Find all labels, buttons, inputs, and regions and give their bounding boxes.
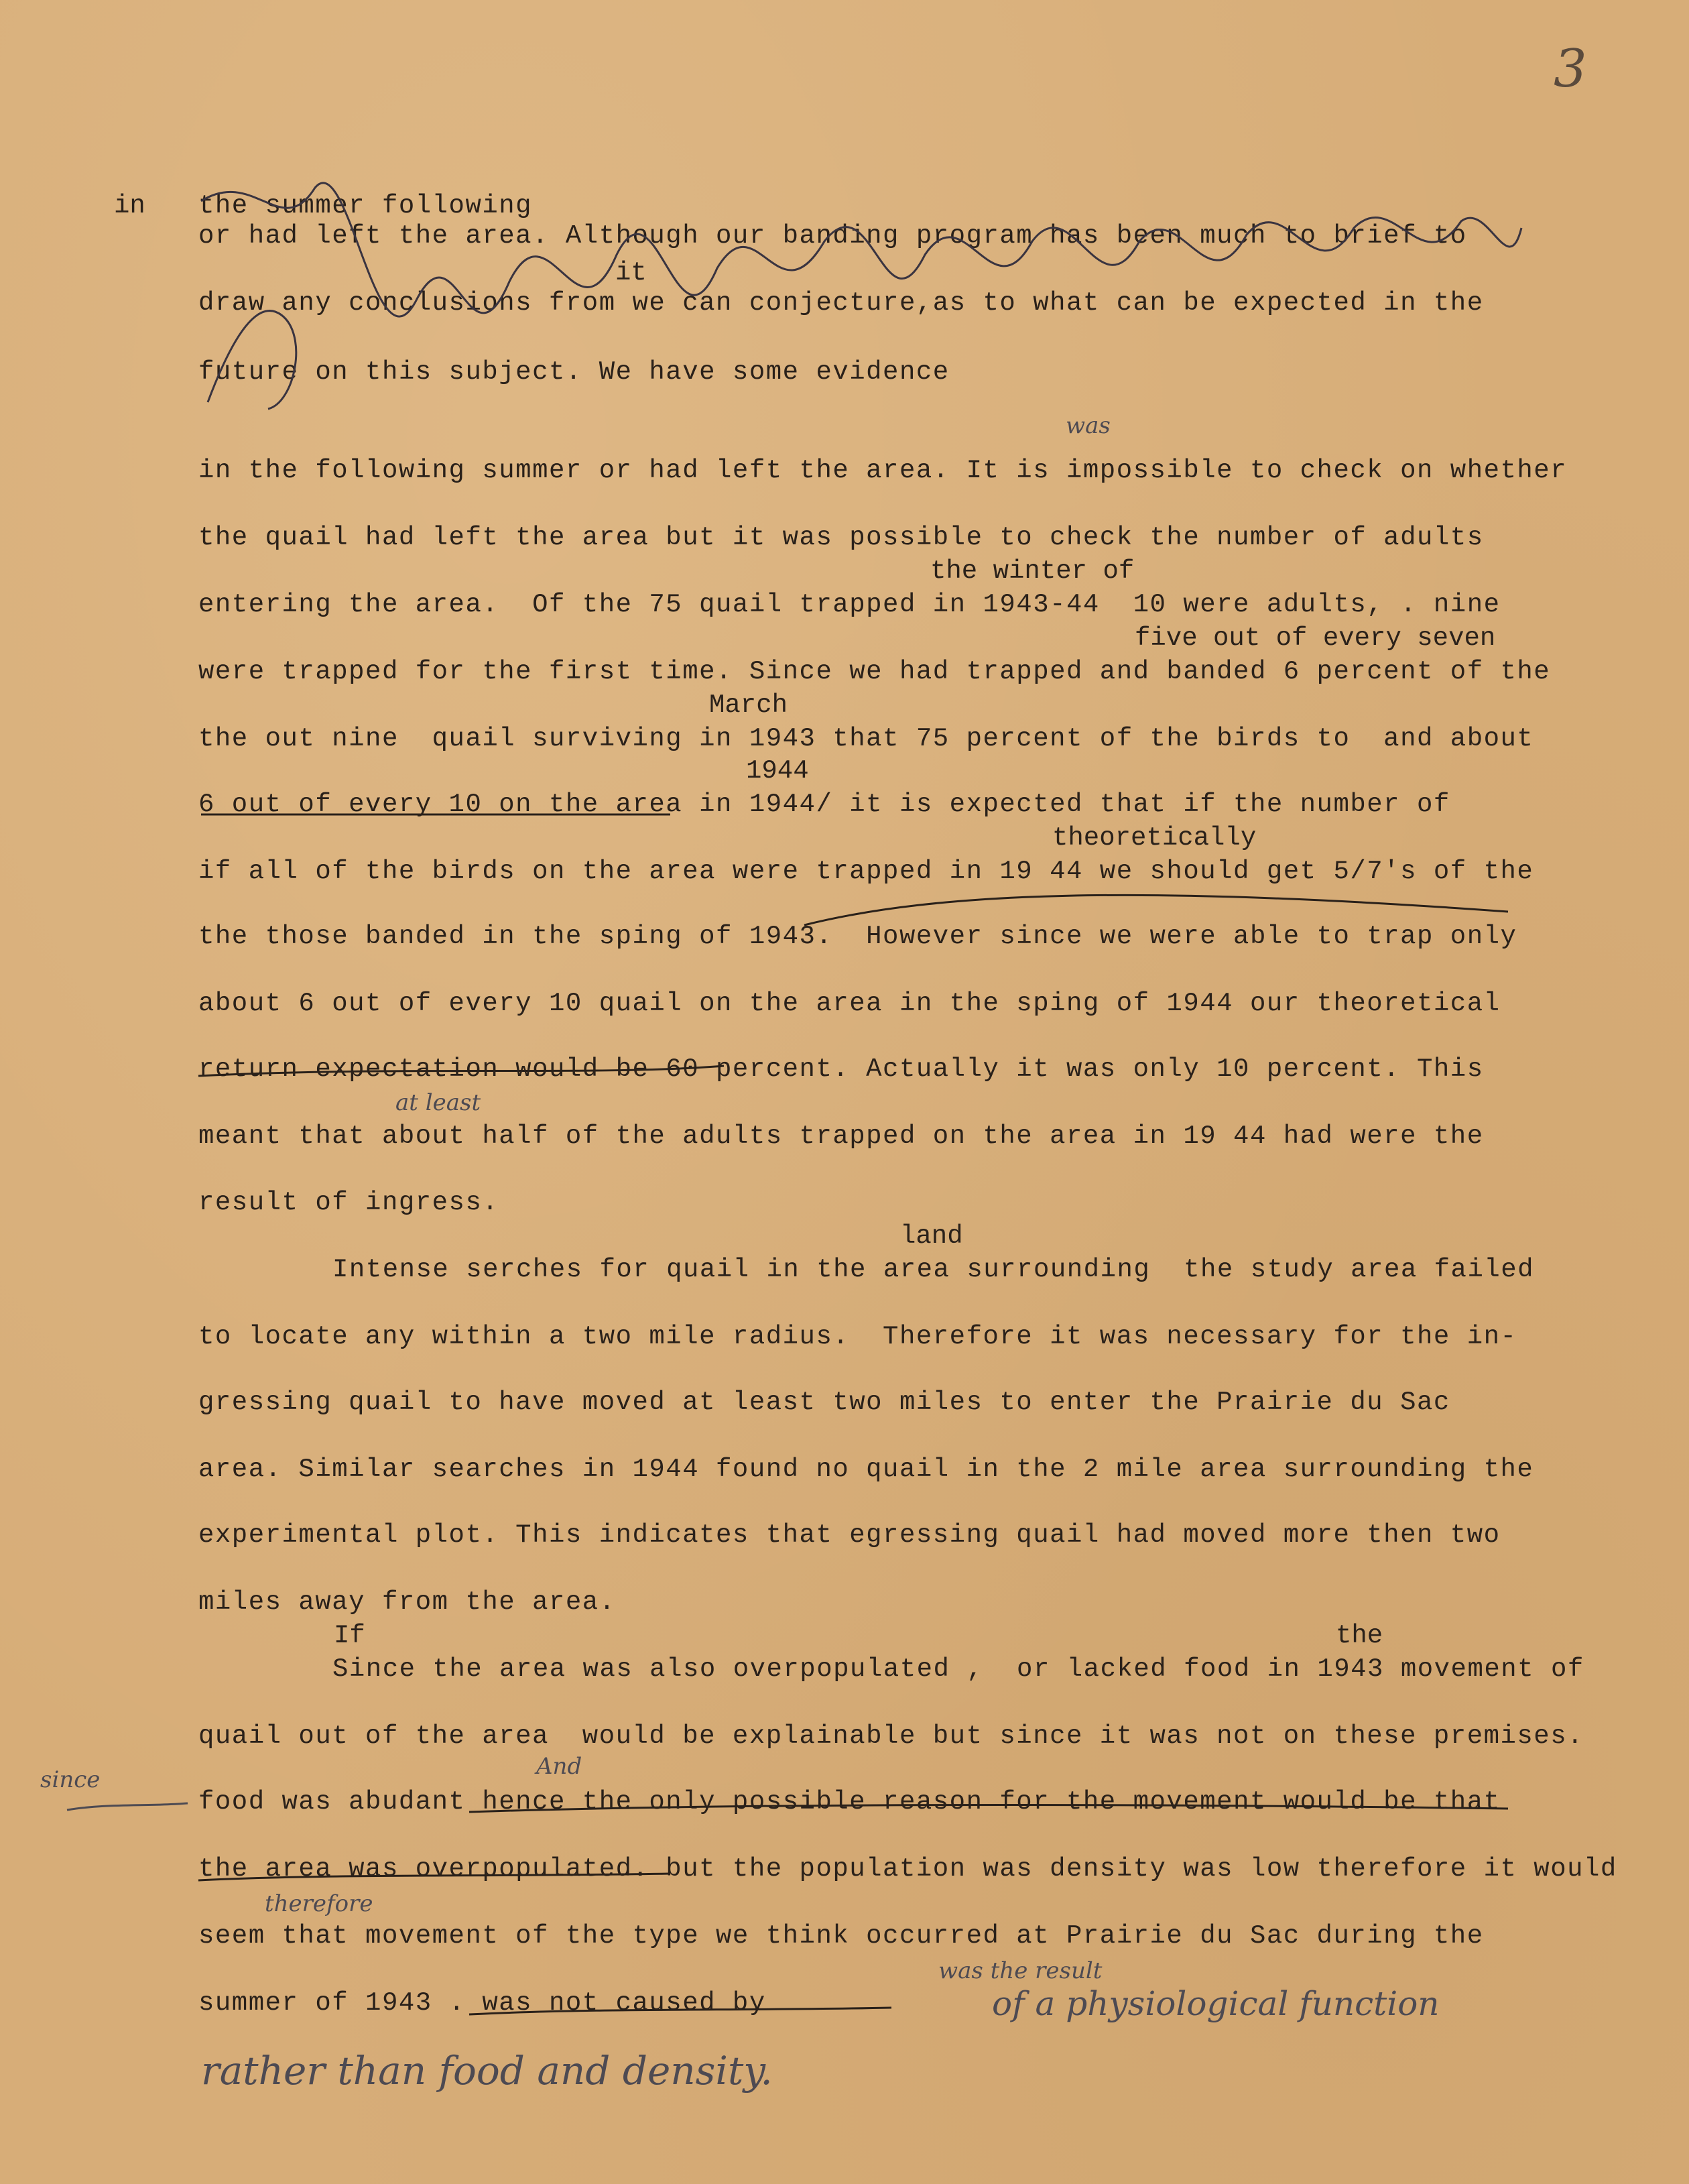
hand-since: since xyxy=(40,1766,101,1793)
typed-insert-1944: 1944 xyxy=(746,756,809,786)
draft-line-2: or had left the area. Although our banding program has been much to brief to xyxy=(198,221,1467,251)
draft-line-1: the summer following xyxy=(198,191,533,221)
hand-physiological: of a physiological function xyxy=(992,1984,1440,2023)
body-line-13: Intense serches for quail in the area surrounding the study area failed xyxy=(332,1255,1535,1284)
body-line-10: return expectation would be 60 percent. Actually it was only 10 percent. This xyxy=(198,1054,1484,1084)
margin-word: in xyxy=(114,191,145,221)
body-line-17: experimental plot. This indicates that egressing quail had moved more then two xyxy=(198,1520,1501,1550)
body-line-5: the out nine quail surviving in 1943 that 75 percent of the birds to and about xyxy=(198,724,1534,753)
typed-insert-land: land xyxy=(900,1221,963,1251)
typed-insert-march: March xyxy=(709,690,788,720)
typed-insert-the: the xyxy=(1336,1621,1383,1650)
body-line-3: entering the area. Of the 75 quail trapped in 1943-44 10 were adults, . nine xyxy=(198,590,1501,619)
body-line-11: meant that about half of the adults trapped on the area in 19 44 had were the xyxy=(198,1121,1484,1151)
body-line-6: 6 out of every 10 on the area in 1944/ it is expected that if the number of xyxy=(198,790,1450,819)
body-line-8: the those banded in the sping of 1943. However since we were able to trap only xyxy=(198,922,1517,951)
body-line-2: the quail had left the area but it was possible to check the number of adults xyxy=(198,523,1484,552)
hand-was: was xyxy=(1066,412,1111,439)
hand-therefore: therefore xyxy=(265,1890,373,1917)
hand-at-least: at least xyxy=(395,1089,481,1116)
draft-line-3: draw any conclusions from we can conjecture,as to what can be expected in the xyxy=(198,288,1484,318)
hand-last-line: rather than food and density. xyxy=(201,2048,773,2094)
body-line-9: about 6 out of every 10 quail on the area in the sping of 1944 our theoretical xyxy=(198,989,1501,1018)
body-line-21: food was abudant hence the only possible reason for the movement would be that xyxy=(198,1787,1501,1817)
body-line-4: were trapped for the first time. Since we had trapped and banded 6 percent of the xyxy=(198,657,1551,686)
body-line-22: the area was overpopulated. but the population was density was low therefore it would xyxy=(198,1854,1617,1884)
body-line-12: result of ingress. xyxy=(198,1188,499,1217)
body-line-7: if all of the birds on the area were trapped in 19 44 we should get 5/7's of the xyxy=(198,857,1534,886)
body-line-16: area. Similar searches in 1944 found no quail in the 2 mile area surrounding the xyxy=(198,1455,1534,1484)
draft-insert-it: it xyxy=(615,258,647,288)
body-line-18: miles away from the area. xyxy=(198,1587,616,1617)
body-line-19: Since the area was also overpopulated , or lacked food in 1943 movement of xyxy=(332,1654,1584,1684)
draft-line-4: future on this subject. We have some evidence xyxy=(198,357,950,387)
typed-insert-five: five out of every seven xyxy=(1135,623,1496,653)
typed-insert-theoretically: theoretically xyxy=(1052,823,1257,853)
body-line-24: summer of 1943 . was not caused by xyxy=(198,1988,766,2018)
body-line-23: seem that movement of the type we think occurred at Prairie du Sac during the xyxy=(198,1921,1484,1951)
body-line-15: gressing quail to have moved at least two miles to enter the Prairie du Sac xyxy=(198,1388,1450,1417)
page-number: 3 xyxy=(1554,39,1587,99)
typed-insert-winter: the winter of xyxy=(930,556,1135,586)
body-line-14: to locate any within a two mile radius. Therefore it was necessary for the in- xyxy=(198,1322,1517,1351)
body-line-20: quail out of the area would be explainable but since it was not on these premises. xyxy=(198,1721,1584,1751)
body-line-1: in the following summer or had left the area. It is impossible to check on whether xyxy=(198,456,1568,485)
typed-insert-if: If xyxy=(334,1621,365,1650)
hand-and: And xyxy=(536,1753,582,1780)
hand-was-result: was the result xyxy=(938,1957,1103,1984)
